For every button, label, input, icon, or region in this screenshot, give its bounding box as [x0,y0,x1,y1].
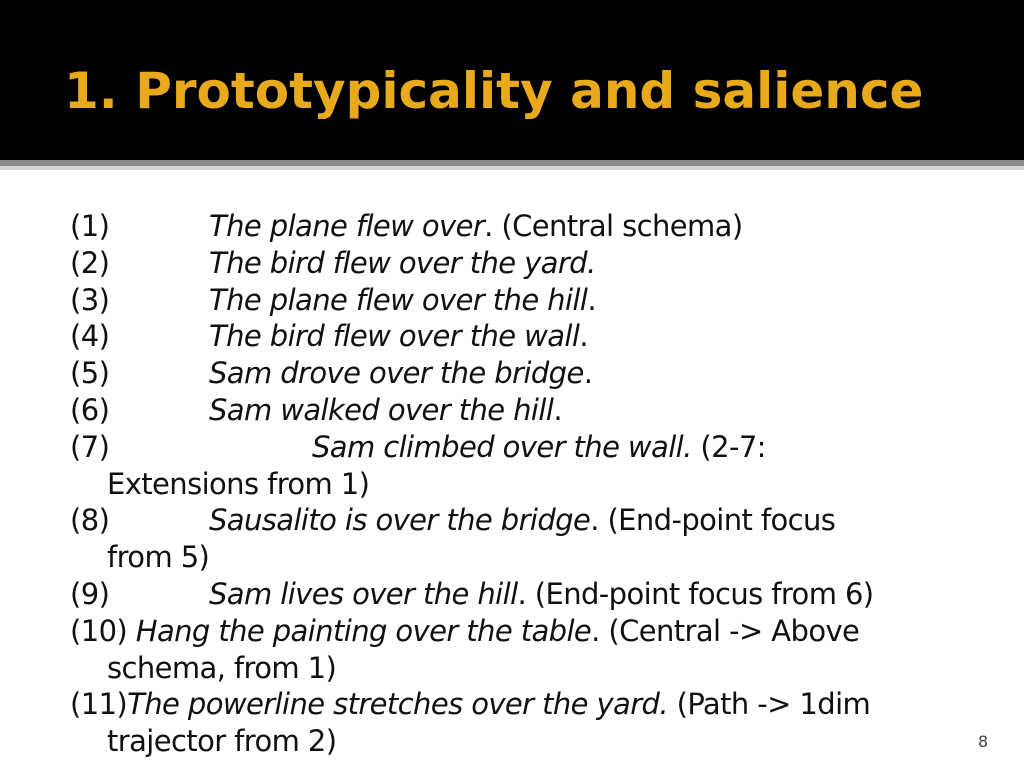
item-text [209,355,592,392]
item-number: (10) [70,613,136,648]
item-text [209,208,743,245]
example-list [70,208,970,760]
item-number: (6) [70,392,110,427]
item-italic-text: The bird flew over the yard. [209,245,596,280]
item-text [209,245,596,282]
list-item-8 [70,502,970,539]
item-italic-text: Sam drove over the bridge [209,356,584,391]
item-plain-text: . [587,282,596,317]
title-bar [0,0,1024,160]
list-item-7 [70,429,970,466]
list-item-9 [70,576,970,613]
title-divider-light [0,166,1024,170]
item-number: (7) [70,429,110,464]
item-italic-text: Sam climbed over the wall. [312,429,692,464]
item-text [312,429,766,466]
list-item-11-continuation: trajector from 2) [107,724,337,759]
item-italic-text: The plane flew over [209,209,485,243]
item-plain-text: . (End-point focus [590,503,836,538]
list-item-5 [70,355,970,392]
item-number: (3) [70,282,110,317]
item-plain-text: . (End-point focus from 6) [517,576,874,611]
item-italic-text: Hang the painting over the table [135,613,592,648]
item-number: (1) [70,209,110,243]
list-item-3 [70,282,970,319]
list-item-6 [70,392,970,429]
item-text [209,318,588,355]
item-plain-text: . [583,356,593,391]
item-plain-text: . [553,392,562,427]
item-number: (8) [70,503,110,538]
item-number: (2) [70,245,110,280]
list-item-11 [70,686,970,723]
item-plain-text: . (Central schema) [484,209,743,243]
item-text [209,502,835,539]
item-plain-text: . (Central -> Above [591,613,860,648]
item-plain-text: . [579,319,588,354]
item-italic-text: Sausalito is over the bridge [209,503,591,538]
item-text [209,576,874,613]
list-item-10 [70,613,970,650]
item-number: (9) [70,576,110,611]
list-item-10-continuation: schema, from 1) [107,650,337,685]
item-italic-text: The plane flew over the hill [209,282,588,317]
list-item-7-continuation: Extensions from 1) [107,466,370,501]
item-italic-text: The bird flew over the wall [209,319,580,354]
list-item-2 [70,245,970,282]
item-text [209,392,562,429]
item-plain-text: (2-7: [691,429,766,464]
list-item-1 [70,208,970,245]
slide-title: 1. Prototypicality and salience [64,62,924,120]
list-item-8-continuation: from 5) [107,540,210,575]
item-number: (5) [70,356,110,391]
list-item-4 [70,318,970,355]
item-italic-text: Sam walked over the hill [209,392,554,427]
item-italic-text: The powerline stretches over the yard. [127,687,668,722]
item-italic-text: Sam lives over the hill [209,576,518,611]
page-number: 8 [978,732,989,751]
item-text [209,282,596,319]
item-plain-text: (Path -> 1dim [667,687,871,722]
item-number: (11) [70,687,128,722]
item-number: (4) [70,319,110,354]
